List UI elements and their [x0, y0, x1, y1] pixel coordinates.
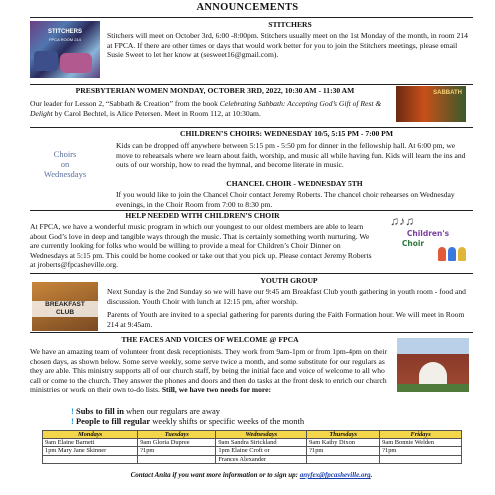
- pw-body-text: by Carol Bechtel, is Alice Petersen. Meet in Room 112, at 10:30am.: [52, 108, 261, 118]
- help-heading: HELP NEEDED WITH CHILDREN’S CHOIR: [125, 211, 280, 220]
- schedule-cell: [138, 455, 216, 463]
- childrens-choir-image-line1: Children's: [406, 229, 450, 238]
- choirs-image-line2: on: [60, 159, 70, 169]
- schedule-cell: ?1pm: [138, 447, 216, 455]
- childrens-choir-image-line2: Choir: [401, 239, 425, 248]
- contact-email-link[interactable]: anyfex@fpcasheville.org: [299, 471, 371, 479]
- schedule-header: Fridays: [380, 431, 462, 439]
- contact-text: Contact Anita if you want more information or to sign up:: [130, 471, 300, 479]
- choirs-image-line1: Choirs: [53, 149, 77, 159]
- welcome-body: [30, 347, 392, 395]
- church-photo: [397, 338, 469, 392]
- choirs-image: [30, 133, 100, 193]
- schedule-cell: Frances Alexander: [216, 455, 307, 463]
- yarn-shape: [34, 51, 58, 71]
- schedule-cell: [380, 455, 462, 463]
- schedule-cell: 9am Sandra Strickland: [216, 439, 307, 447]
- child-figure: [438, 247, 446, 261]
- breakfast-club-line2: CLUB: [32, 309, 98, 317]
- need-2-rest: weekly shifts or specific weeks of the month: [150, 416, 305, 426]
- choirs-image-line3: Wednesdays: [43, 169, 87, 179]
- sabbath-image: [396, 86, 466, 122]
- breakfast-club-line1: BREAKFAST: [32, 301, 98, 309]
- stitchers-image: [30, 21, 100, 78]
- stitchers-image-sublabel: FPCA ROOM 214: [49, 37, 81, 42]
- divider: [30, 332, 473, 333]
- schedule-cell: ?1pm: [380, 447, 462, 455]
- pw-body-text: Our leader for Lesson 2, “Sabbath & Creation” from the book: [30, 99, 220, 108]
- divider: [30, 127, 473, 128]
- contact-end: .: [370, 471, 373, 479]
- stitchers-heading: STITCHERS: [268, 20, 312, 29]
- schedule-cell: 9am Gloria Dupree: [138, 439, 216, 447]
- divider: [30, 17, 473, 18]
- schedule-cell: 1pm Mary Jane Skinner: [43, 447, 138, 455]
- table-row: [43, 439, 462, 447]
- schedule-cell: [307, 455, 380, 463]
- schedule-table: [42, 430, 462, 464]
- music-notes-icon: ♫♪♫: [390, 214, 414, 228]
- welcome-body-emphasis: Still, we have two needs for more:: [161, 385, 272, 395]
- schedule-cell: [43, 455, 138, 463]
- breakfast-club-image: [32, 282, 98, 331]
- schedule-cell: 9am Bonnie Welden: [380, 439, 462, 447]
- schedule-header: Thursdays: [307, 431, 380, 439]
- table-row: [43, 447, 462, 455]
- schedule-header: Wednesdays: [216, 431, 307, 439]
- need-1-rest: when our regulars are away: [123, 406, 220, 416]
- pw-body: [30, 99, 385, 118]
- exclamation-icon: !: [71, 406, 74, 416]
- need-2-bold: People to fill regular: [75, 416, 151, 426]
- child-figure: [458, 247, 466, 261]
- schedule-cell: ?1pm: [307, 447, 380, 455]
- page-title: ANNOUNCEMENTS: [196, 2, 299, 13]
- schedule-cell: 9am Kathy Dixon: [307, 439, 380, 447]
- church-lawn: [397, 384, 469, 392]
- welcome-body-text: We have an amazing team of volunteer front desk receptionists. They work from 9am-1pm or from 1pm-4pm on their chosen days, as shown below. Some serve weekly, some serve twice a month, and some substitute for our regulars as they are able. This ministry supports all of our church staff, by being the initial face and voice of welcome to all who call or come to the church. They answer the phones and doors and then do tasks at the front desk to enrich our church ministries or work on their own to-do lists.: [30, 347, 388, 395]
- schedule-cell: 9am Elaine Barnett: [43, 439, 138, 447]
- schedule-header-row: [43, 431, 462, 439]
- child-figure: [448, 247, 456, 261]
- table-row: [43, 455, 462, 463]
- pw-heading: PRESBYTERIAN WOMEN MONDAY, OCTOBER 3RD, 2022, 10:30 AM - 11:30 AM: [75, 86, 355, 95]
- stitchers-image-label: STITCHERS: [47, 29, 82, 35]
- need-1: [71, 406, 220, 416]
- youth-body-1: Next Sunday is the 2nd Sunday so we will have our 9:45 am Breakfast Club youth gathering in youth room - food and discussion. Youth Choir with lunch at 12:15 pm, after worship.: [107, 287, 466, 306]
- help-body: At FPCA, we have a wonderful music program in which our youngest to our oldest members are able to learn about God’s love in deep and tangible ways through the music. That is certainly something worth nurturing. We are currently looking for folks who would be willing to provide a meal for Children’s Choir Dinner on Wednesdays at 5:15 pm. This could be home cooked or take out that you pick up. Please contact Jeremy Roberts at jroberts@fpcasheville.org.: [30, 222, 372, 270]
- need-2: [71, 416, 304, 426]
- divider: [30, 84, 473, 85]
- schedule-cell: 1pm Elaine Croft or: [216, 447, 307, 455]
- divider: [30, 273, 473, 274]
- sabbath-image-label: SABBATH: [433, 90, 462, 96]
- childrens-choirs-heading: CHILDREN’S CHOIRS: WEDNESDAY 10/5, 5:15 PM - 7:00 PM: [180, 129, 393, 138]
- pw-book-title: Celebrating Sabbath: Accepting God’s Gift of Rest & Delight: [30, 99, 382, 118]
- stitchers-body: Stitchers will meet on October 3rd, 6:00 -8:00pm. Stitchers usually meet on the 1st Monday of the month, in room 214 at FPCA. If there are other times or days that would work better for you to join the Stitchers meetings, please email Susie Sweet to let her know at (sesweet16@gmail.com).: [107, 31, 468, 60]
- youth-body-2: Parents of Youth are invited to a special gathering for parents during the Faith Formation hour. We will meet in Room 214 at 9:45am.: [107, 310, 465, 329]
- chancel-choir-heading: CHANCEL CHOIR - WEDNESDAY 5TH: [226, 179, 363, 188]
- childrens-choirs-body: Kids can be dropped off anywhere between 5:15 pm - 5:50 pm for dinner in the fellowship hall. At 6:00 pm, we move to rehearsals where we learn about faith, worship, and music all while having fun. Kids will learn the ins and outs of our worship, how to read the hymnal, and become literate in music.: [116, 141, 466, 170]
- exclamation-icon: !: [71, 416, 74, 426]
- chancel-choir-body: If you would like to join the Chancel Choir contact Jeremy Roberts. The chancel choir rehearses on Wednesday evenings, in the Choir Room from 7:00 to 8:30 pm.: [116, 190, 455, 209]
- youth-heading: YOUTH GROUP: [260, 276, 318, 285]
- welcome-heading: THE FACES AND VOICES OF WELCOME @ FPCA: [121, 335, 299, 344]
- schedule-header: Mondays: [43, 431, 138, 439]
- need-1-bold: Subs to fill in: [75, 406, 124, 416]
- schedule-header: Tuesdays: [138, 431, 216, 439]
- childrens-choir-image: [388, 213, 468, 265]
- contact-line: [30, 471, 473, 480]
- yarn-shape: [60, 53, 92, 73]
